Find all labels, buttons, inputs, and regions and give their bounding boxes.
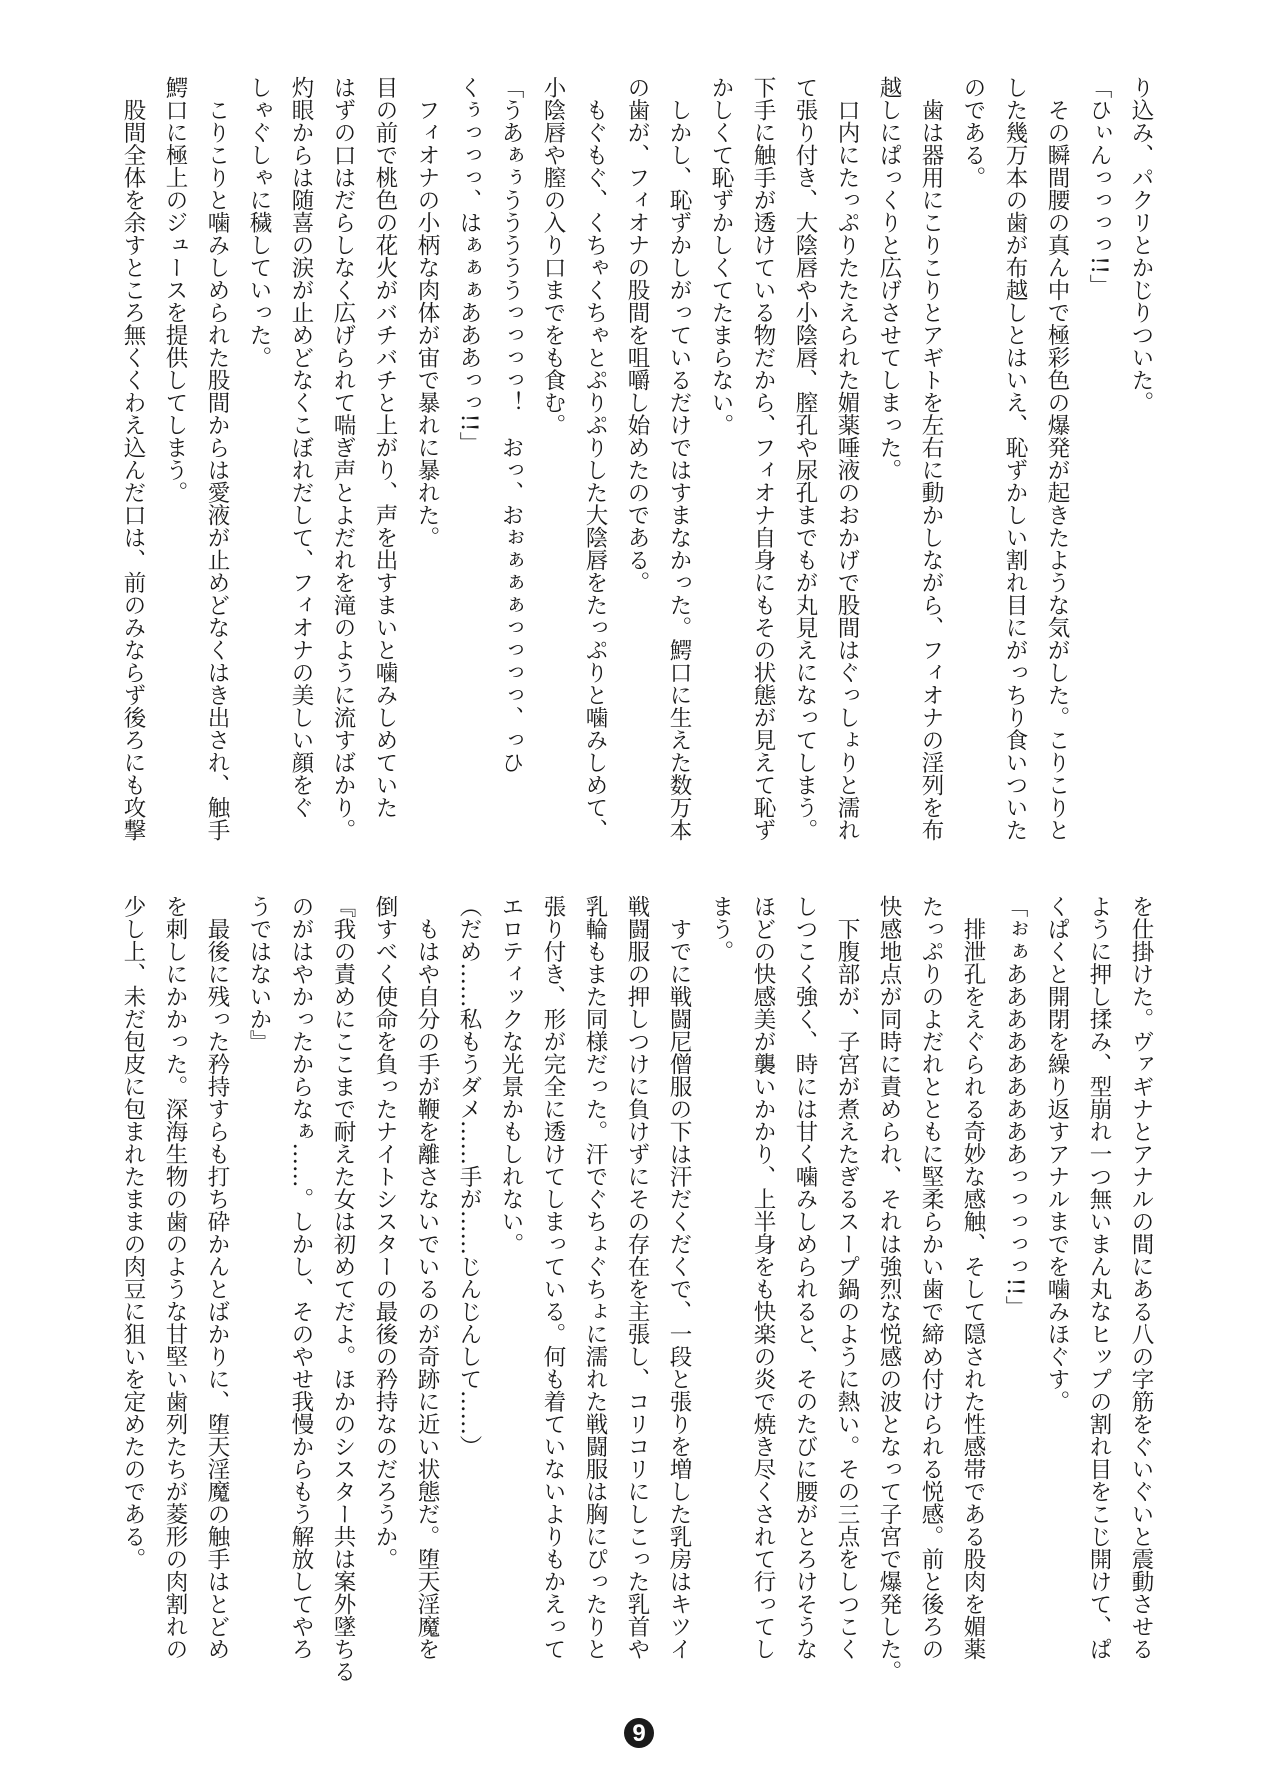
text-line: 下腹部が、子宮が煮えたぎるスープ鍋のように熱い。その三点をしつこく bbox=[834, 895, 860, 1660]
text-line: 『我の責めにここまで耐えた女は初めてだよ。ほかのシスター共は案外墜ちる bbox=[330, 895, 356, 1683]
text-line: エロティックな光景かもしれない。 bbox=[498, 895, 524, 1255]
text-line: 灼眼からは随喜の涙が止めどなくこぼれだして、フィオナの美しい顔をぐ bbox=[288, 76, 314, 819]
text-line: たっぷりのよだれとともに堅柔らかい歯で締め付けられる悦感。前と後ろの bbox=[918, 895, 944, 1660]
lower-text-block bbox=[112, 895, 1162, 1683]
text-line: のがはやかったからなぁ……。しかし、そのやせ我慢からもう解放してやろ bbox=[288, 895, 314, 1660]
text-line: 張り付き、形が完全に透けてしまっている。何も着ていないよりもかえって bbox=[540, 895, 566, 1660]
text-line: フィオナの小柄な肉体が宙で暴れに暴れた。 bbox=[414, 76, 440, 549]
text-line: した幾万本の歯が布越しとはいえ、恥ずかしい割れ目にがっちり食いついた bbox=[1002, 76, 1028, 841]
text-line: （だめ……私もうダメ……手が……じんじんして……） bbox=[456, 895, 482, 1458]
text-line: 最後に残った矜持すらも打ち砕かんとばかりに、堕天淫魔の触手はとどめ bbox=[204, 895, 230, 1660]
text-line: うではないか』 bbox=[246, 895, 272, 1053]
text-line: 越しにぱっくりと広げさせてしまった。 bbox=[876, 76, 902, 481]
text-line: しゃぐしゃに穢していった。 bbox=[246, 76, 272, 369]
text-line: て張り付き、大陰唇や小陰唇、膣孔や尿孔までもが丸見えになってしまう。 bbox=[792, 76, 818, 841]
text-line: 下手に触手が透けている物だから、フィオナ自身にもその状態が見えて恥ず bbox=[750, 76, 776, 841]
text-line: 「ひぃんっっっっ!!」 bbox=[1086, 76, 1112, 297]
text-line: 少し上、未だ包皮に包まれたままの肉豆に狙いを定めたのである。 bbox=[120, 895, 146, 1570]
text-line: くぅっっっ、はぁぁぁあああっっ!!」 bbox=[456, 76, 482, 455]
page-number: 9 bbox=[624, 1718, 654, 1748]
text-line: の歯が、フィオナの股間を咀嚼し始めたのである。 bbox=[624, 76, 650, 594]
text-line: 乳輪もまた同様だった。汗でぐちょぐちょに濡れた戦闘服は胸にぴったりと bbox=[582, 895, 608, 1660]
text-line: くぱくと開閉を繰り返すアナルまでを噛みほぐす。 bbox=[1044, 895, 1070, 1413]
text-line: り込み、パクリとかじりついた。 bbox=[1128, 76, 1154, 414]
text-line: 戦闘服の押しつけに負けずにその存在を主張し、コリコリにしこった乳首や bbox=[624, 895, 650, 1660]
text-line: 目の前で桃色の花火がバチバチと上がり、声を出すまいと噛みしめていた bbox=[372, 76, 398, 819]
text-line: はずの口はだらしなく広げられて喘ぎ声とよだれを滝のように流すばかり。 bbox=[330, 76, 356, 841]
text-line: もぐもぐ、くちゃくちゃとぷりぷりした大陰唇をたっぷりと噛みしめて、 bbox=[582, 76, 608, 841]
upper-text-block bbox=[112, 76, 1162, 856]
text-line: 排泄孔をえぐられる奇妙な感触、そして隠された性感帯である股肉を媚薬 bbox=[960, 895, 986, 1660]
text-line: 歯は器用にこりこりとアギトを左右に動かしながら、フィオナの淫列を布 bbox=[918, 76, 944, 841]
text-line: もはや自分の手が鞭を離さないでいるのが奇跡に近い状態だ。堕天淫魔を bbox=[414, 895, 440, 1660]
text-line: しかし、恥ずかしがっているだけではすまなかった。鰐口に生えた数万本 bbox=[666, 76, 692, 841]
text-line: 「うあぁぅうううううっっっっ！ おっ、おぉぁぁぁっっっっ、っひ bbox=[498, 76, 524, 774]
text-line: 小陰唇や膣の入り口までをも食む。 bbox=[540, 76, 566, 436]
text-line: 「ぉぁあああああああああっっっっっ!!」 bbox=[1002, 895, 1028, 1319]
text-line: 股間全体を余すところ無くくわえ込んだ口は、前のみならず後ろにも攻撃 bbox=[120, 76, 146, 841]
text-line: まう。 bbox=[708, 895, 734, 963]
text-line: ほどの快感美が襲いかかり、上半身をも快楽の炎で焼き尽くされて行ってし bbox=[750, 895, 776, 1660]
text-line: 倒すべく使命を負ったナイトシスターの最後の矜持なのだろうか。 bbox=[372, 895, 398, 1570]
text-line: 快感地点が同時に責められ、それは強烈な悦感の波となって子宮で爆発した。 bbox=[876, 895, 902, 1683]
text-line: 口内にたっぷりたたえられた媚薬唾液のおかげで股間はぐっしょりと濡れ bbox=[834, 76, 860, 841]
text-line: を刺しにかかった。深海生物の歯のような甘堅い歯列たちが菱形の肉割れの bbox=[162, 895, 188, 1660]
text-line: その瞬間腰の真ん中で極彩色の爆発が起きたような気がした。こりこりと bbox=[1044, 76, 1070, 841]
text-line: かしくて恥ずかしくてたまらない。 bbox=[708, 76, 734, 436]
text-line: しつこく強く、時には甘く噛みしめられると、そのたびに腰がとろけそうな bbox=[792, 895, 818, 1660]
text-line: ように押し揉み、型崩れ一つ無いまん丸なヒップの割れ目をこじ開けて、ぱ bbox=[1086, 895, 1112, 1660]
text-line: のである。 bbox=[960, 76, 986, 189]
text-line: こりこりと噛みしめられた股間からは愛液が止めどなくはき出され、触手 bbox=[204, 76, 230, 841]
text-line: すでに戦闘尼僧服の下は汗だくだくで、一段と張りを増した乳房はキツイ bbox=[666, 895, 692, 1660]
text-line: を仕掛けた。ヴァギナとアナルの間にある八の字筋をぐいぐいと震動させる bbox=[1128, 895, 1154, 1660]
text-line: 鰐口に極上のジュースを提供してしまう。 bbox=[162, 76, 188, 504]
